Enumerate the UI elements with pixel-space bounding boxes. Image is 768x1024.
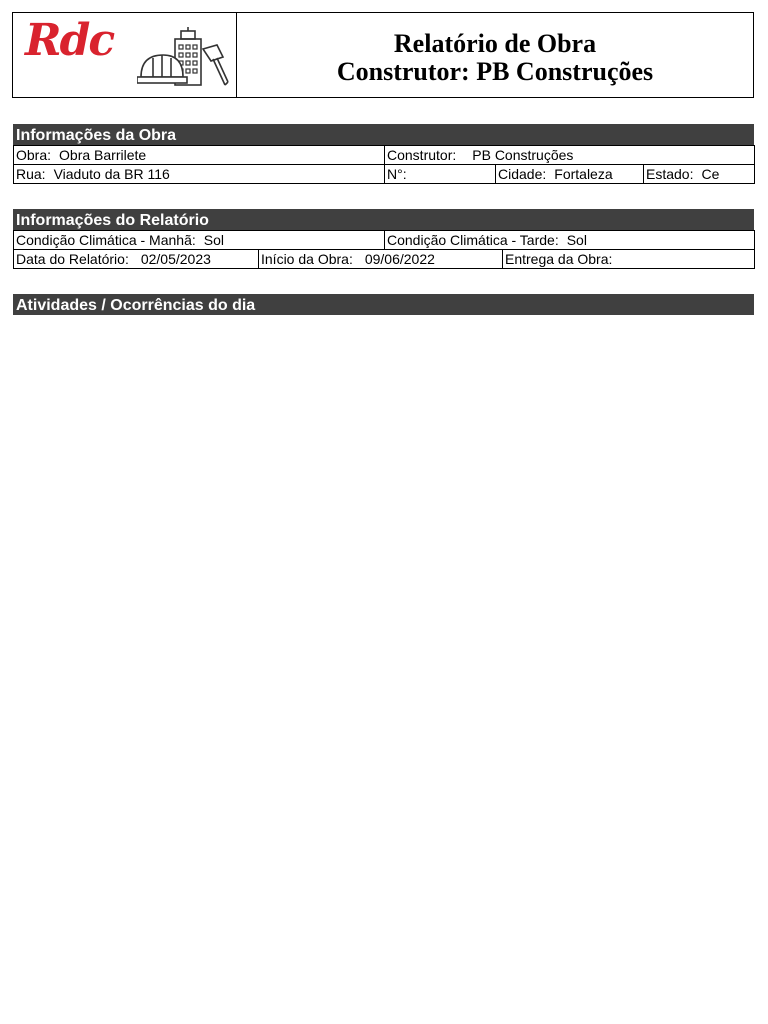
entrega-obra-cell: Entrega da Obra: — [502, 250, 755, 269]
estado-cell: Estado: Ce — [643, 165, 755, 184]
relatorio-row-2 — [13, 250, 755, 270]
clima-tarde-cell: Condição Climática - Tarde: Sol — [384, 230, 755, 250]
clima-manha-cell: Condição Climática - Manhã: Sol — [13, 230, 385, 250]
clima-manha-value: Sol — [203, 232, 224, 248]
obra-name-cell: Obra: Obra Barrilete — [13, 145, 385, 165]
logo-cell — [13, 13, 237, 97]
obra-row-2 — [13, 165, 755, 185]
construtor-cell: Construtor: PB Construções — [384, 145, 755, 165]
report-header — [12, 12, 754, 98]
inicio-obra-value: 09/06/2022 — [364, 251, 435, 267]
title-line-2: Construtor: PB Construções — [336, 57, 654, 86]
obra-row-1 — [13, 145, 755, 165]
title-line-1: Relatório de Obra — [393, 29, 597, 58]
construtor-value: PB Construções — [472, 147, 574, 163]
estado-value: Ce — [701, 166, 720, 182]
section-relatorio-header: Informações do Relatório — [13, 209, 754, 230]
relatorio-row-1 — [13, 230, 755, 250]
cidade-cell: Cidade: Fortaleza — [495, 165, 644, 184]
construction-helmet-building-hammer-icon — [137, 27, 231, 91]
obra-name-value: Obra Barrilete — [59, 147, 147, 163]
inicio-obra-cell: Início da Obra: 09/06/2022 — [258, 250, 503, 269]
cidade-value: Fortaleza — [554, 166, 613, 182]
clima-tarde-value: Sol — [566, 232, 587, 248]
numero-cell: N°: — [384, 165, 496, 184]
rua-value: Viaduto da BR 116 — [53, 166, 170, 182]
data-relatorio-cell: Data do Relatório: 02/05/2023 — [13, 250, 259, 269]
report-title — [237, 13, 753, 97]
company-logo: Rdc — [25, 15, 114, 66]
data-relatorio-value: 02/05/2023 — [140, 251, 211, 267]
section-atividades-header: Atividades / Ocorrências do dia — [13, 294, 754, 315]
rua-cell: Rua: Viaduto da BR 116 — [13, 165, 385, 184]
section-obra-header: Informações da Obra — [13, 124, 754, 145]
